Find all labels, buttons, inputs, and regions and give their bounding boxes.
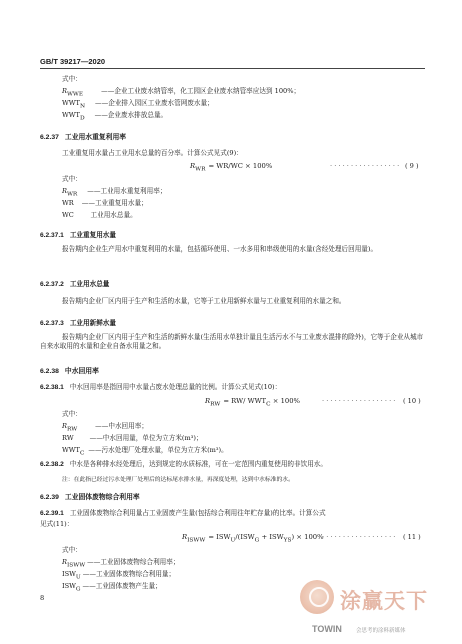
paragraph: 报告期内企业厂区内用于生产和生活的新鲜水量(生活用水单独计量且生活污水不与工业废水混排的除外)，它等于企业从城市自来水取用的水量和企业自备水用量之和。 [40, 333, 424, 350]
where-label-1: 式中： [62, 75, 82, 83]
section-heading: 6.2.39 工业固体废物综合利用率 [40, 494, 140, 501]
subsection-heading: 6.2.37.3 工业用新鲜水量 [40, 320, 116, 327]
formula-10: $R_{RW} = RW/$ $WWT_C \times 100\%$ [205, 397, 300, 408]
definition-row: WR ——工业重复用水量； [62, 199, 148, 207]
definition-row: $WWT_C$ ——污水处理厂处理水量，单位为立方米(m³)。 [62, 446, 228, 457]
header-rule [40, 68, 425, 69]
paragraph: 工业重复用水量占工业用水总量的百分率。计算公式见式(9)： [62, 149, 243, 157]
paragraph: 6.2.38.2 中水是各种排水经处理后，达到规定的水质标准，可在一定范围内重复使用的非饮用水。 [40, 460, 327, 468]
formula-11: $R_{ISWW} = ISW_U/(ISW_G + ISW_{YS}) \times 100\%$ [182, 533, 324, 544]
where-label-3: 式中： [62, 410, 82, 418]
paragraph: 报告期内企业厂区内用于生产和生活的水量，它等于工业用新鲜水量与工业重复利用的水量之和。 [62, 297, 346, 305]
equation-number: ( 9 ) [405, 162, 419, 170]
subsection-heading: 6.2.37.2 工业用水总量 [40, 281, 110, 288]
definition-row: $R_{WR}$ ——工业用水重复利用率； [62, 187, 167, 198]
equation-number: ( 11 ) [403, 533, 421, 541]
definition-row: $R_{ISWW}$ ——工业固体废物综合利用率； [62, 558, 180, 569]
definition-row: $ISW_U$ ——工业固体废物综合利用量； [62, 570, 176, 581]
section-heading: 6.2.37 工业用水重复利用率 [40, 134, 127, 141]
where-label-4: 式中： [62, 546, 82, 554]
standard-code: GB/T 39217—2020 [40, 57, 106, 66]
definition-row: $WWT_D$ ——企业废水排放总量。 [62, 111, 168, 122]
formula-9: $R_{WR} = WR/WC \times 100\%$ [190, 162, 273, 173]
watermark-brand: TOWIN [312, 624, 342, 634]
section-heading: 6.2.38 中水回用率 [40, 368, 99, 375]
definition-row: RW ——中水回用量，单位为立方米(m³)； [62, 434, 203, 442]
where-label-2: 式中： [62, 175, 82, 183]
watermark-chinese: 涂赢天下 [340, 589, 428, 613]
paragraph-continued: 见式(11)： [40, 520, 74, 528]
definition-row: $ISW_G$ ——工业固体废物产生量； [62, 582, 162, 593]
formula-dots: · · · · · · · · · · · · · · · · · [330, 162, 400, 170]
definition-row: $WWT_N$ ——企业排入园区工业废水管网废水量； [62, 99, 214, 110]
paragraph: 6.2.38.1 中水回用率是指回用中水量占废水处理总量的比例。计算公式见式(10)： [40, 383, 282, 391]
watermark-slogan: 会思考的涂料新媒体 [356, 628, 406, 634]
paragraph: 6.2.39.1 工业固体废物综合利用量占工业固废产生量(包括综合利用往年贮存量)的比率。计算公式 [40, 509, 326, 517]
definition-row: WC 工业用水总量。 [62, 211, 137, 219]
equation-number: ( 10 ) [403, 397, 421, 405]
paragraph: 报告期内企业生产用水中重复利用的水量，包括循环使用、一水多用和串级使用的水量(含经处理后回用量)。 [62, 245, 378, 253]
definition-row: $R_{WWE}$ ——企业工业废水纳管率，化工园区企业废水纳管率应达到 100%； [62, 87, 301, 98]
formula-dots: · · · · · · · · · · · · · · · · · · [322, 533, 396, 541]
note: 注：在此指已经过污水处理厂处理后的达标尾水排水量，再深度处理，达到中水标准的水。 [62, 477, 294, 483]
formula-dots: · · · · · · · · · · · · · · · · · · [322, 397, 396, 405]
page-number: 8 [40, 594, 45, 602]
watermark-logo-icon [300, 580, 334, 614]
subsection-heading: 6.2.37.1 工业重复用水量 [40, 232, 116, 239]
definition-row: $R_{RW}$ ——中水回用率； [62, 422, 148, 433]
